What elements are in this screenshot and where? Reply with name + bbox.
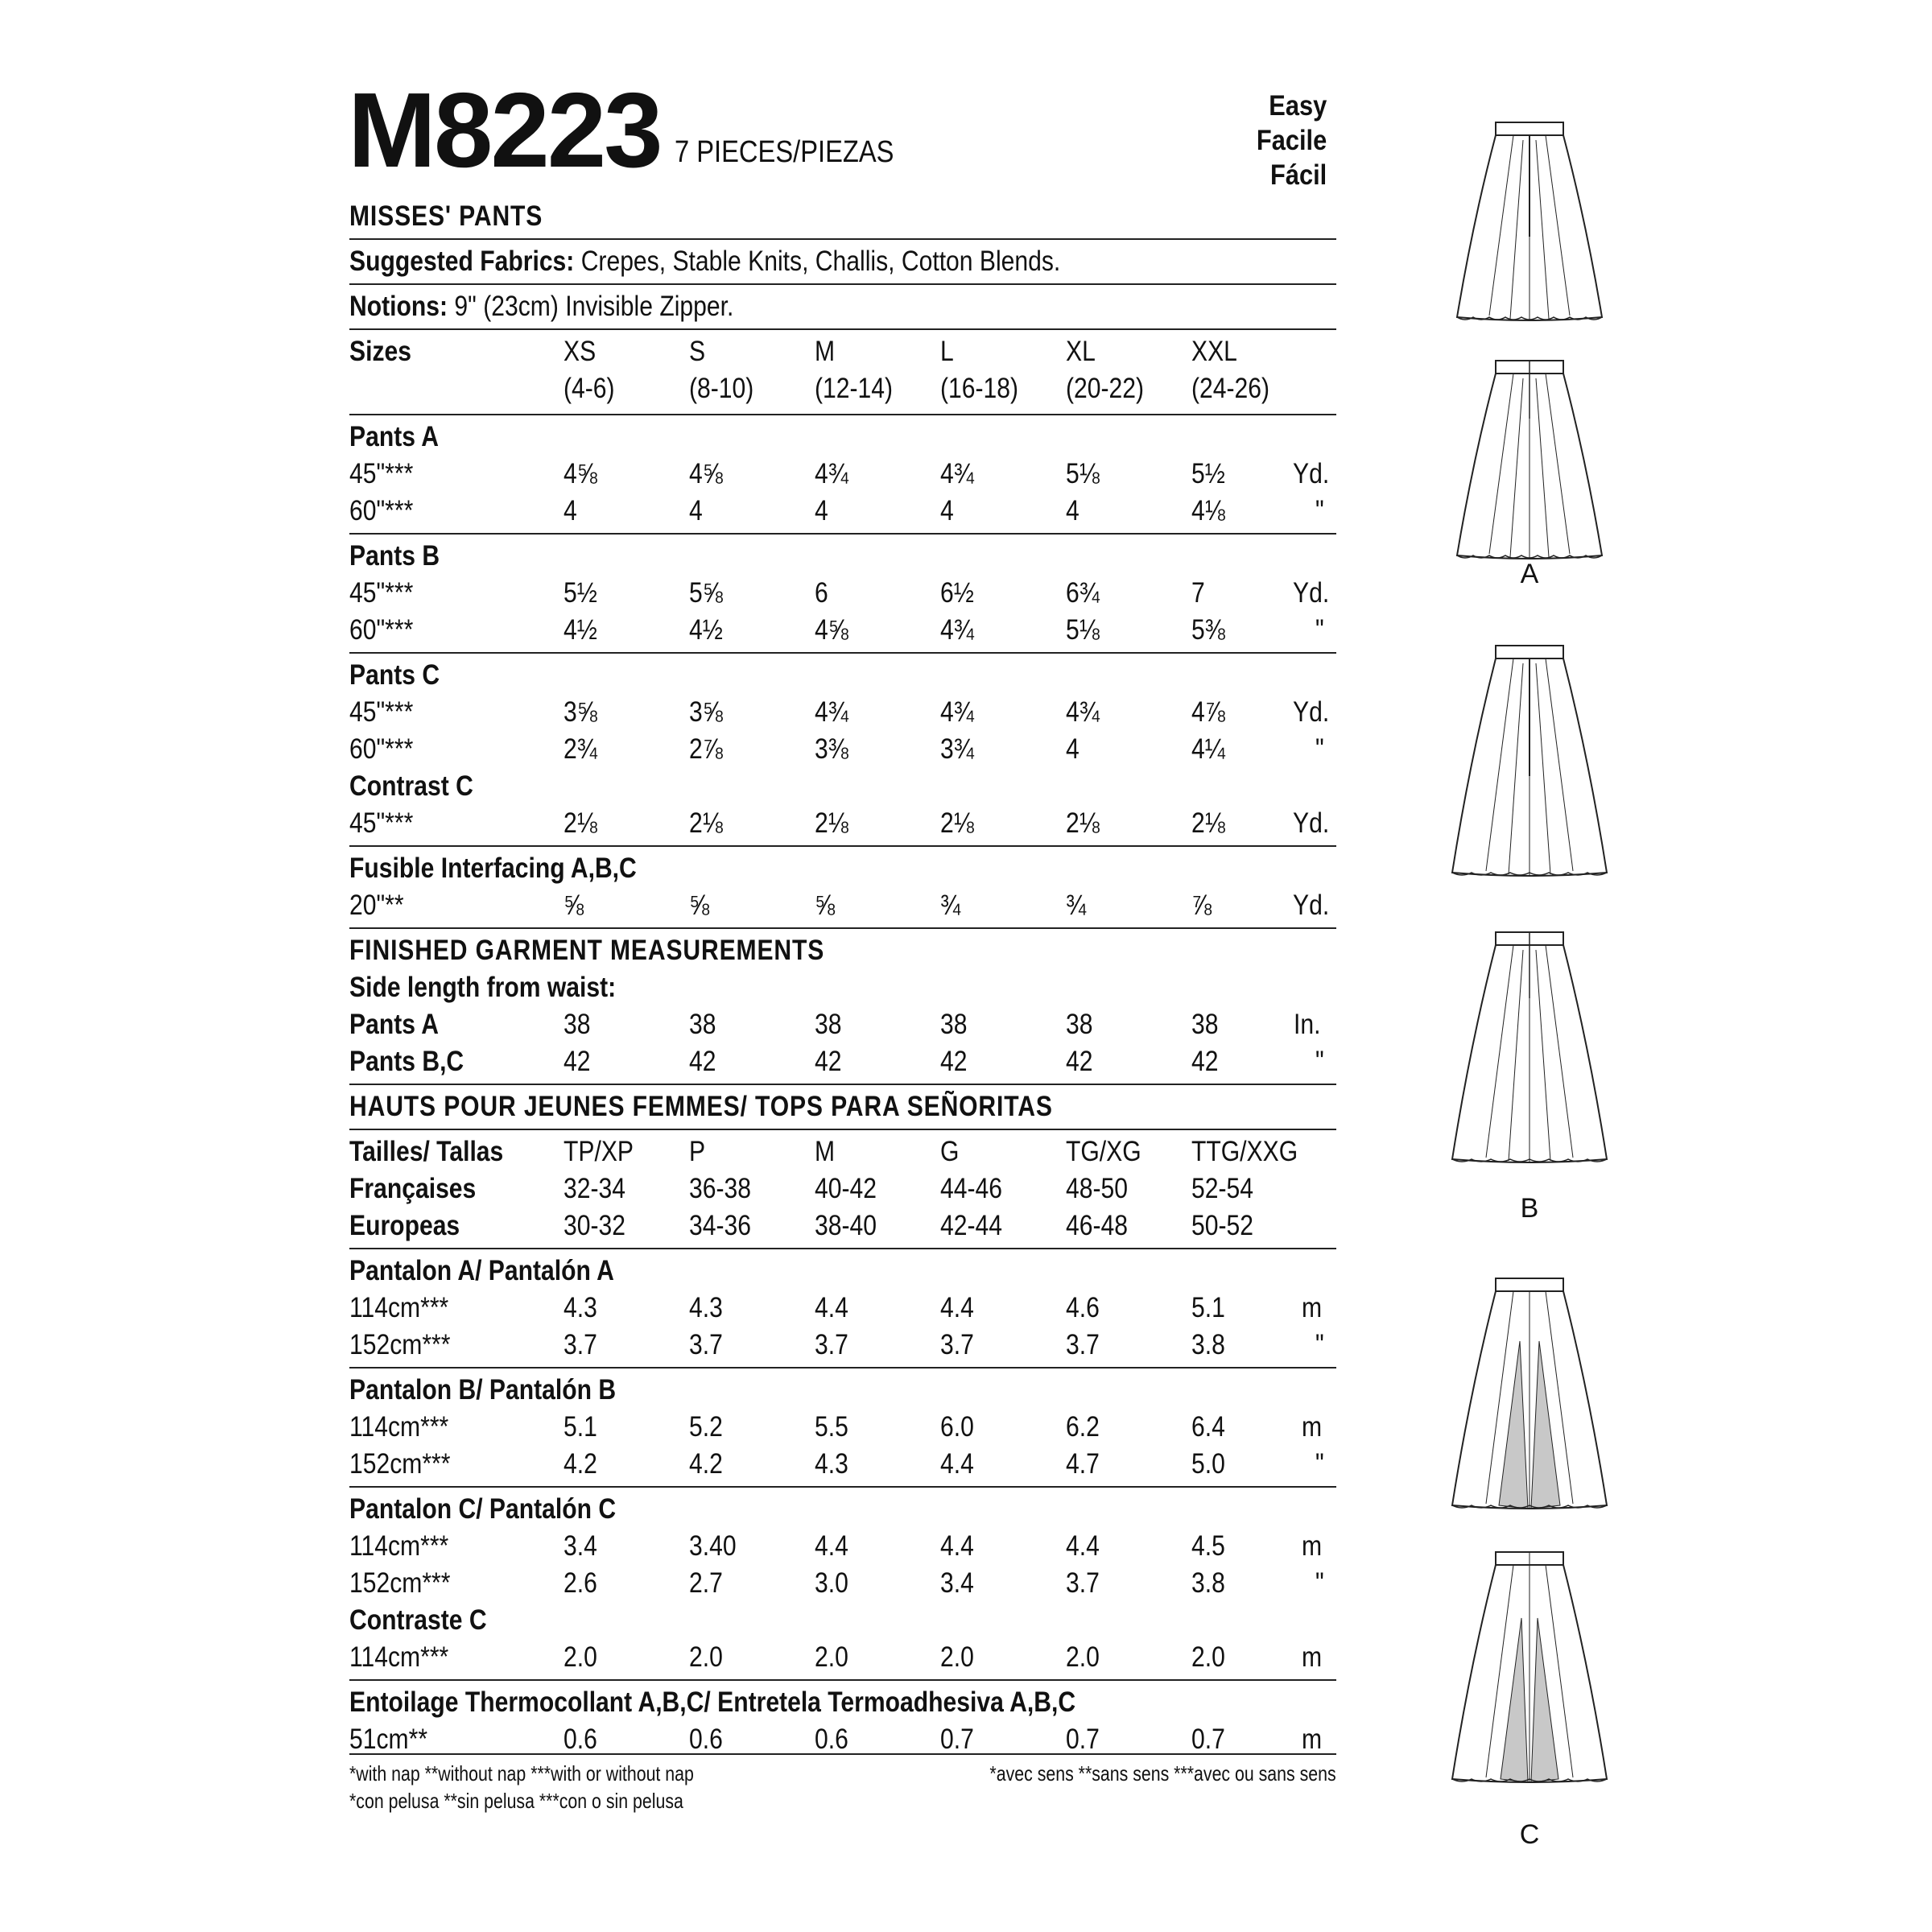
table-row: 45"*** 4⅝ 4⅝ 4¾ 4¾ 5⅛ 5½ Yd.: [349, 458, 1330, 489]
sizes-header: Sizes XS (4-6) S (8-10) M (12-14) L (16-18) XL (20-22) XXL (24-26): [349, 333, 1336, 411]
side-length-heading: Side length from waist:: [349, 972, 617, 1003]
table-row: 20"** ⅝ ⅝ ⅝ ¾ ¾ ⅞ Yd.: [349, 890, 1330, 921]
table-row: 114cm*** 2.0 2.0 2.0 2.0 2.0 2.0 m: [349, 1641, 1322, 1673]
table-row: 45"*** 2⅛ 2⅛ 2⅛ 2⅛ 2⅛ 2⅛ Yd.: [349, 807, 1330, 839]
table-row: Pants A 38 38 38 38 38 38 In.: [349, 1009, 1321, 1040]
table-row: 60"*** 2¾ 2⅞ 3⅜ 3¾ 4 4¼ ": [349, 733, 1324, 765]
contraste-c-heading: Contraste C: [349, 1604, 487, 1636]
view-b-back-illustration: [1433, 918, 1626, 1175]
table-row: 152cm*** 2.6 2.7 3.0 3.4 3.7 3.8 ": [349, 1567, 1324, 1599]
table-row: 114cm*** 3.4 3.40 4.4 4.4 4.4 4.5 m: [349, 1530, 1322, 1562]
pantalon-b-heading: Pantalon B/ Pantalón B: [349, 1374, 617, 1406]
table-row: 114cm*** 4.3 4.3 4.4 4.4 4.6 5.1 m: [349, 1292, 1322, 1323]
pattern-number: M8223: [348, 71, 661, 189]
view-c-front-illustration: [1433, 1264, 1626, 1521]
view-label-c: C: [1519, 1819, 1540, 1850]
suggested-fabrics: Suggested Fabrics: Crepes, Stable Knits, Challis, Cotton Blends.: [349, 246, 1061, 277]
garment-title: MISSES' PANTS: [349, 200, 543, 232]
table-row: Europeas 30-32 34-36 38-40 42-44 46-48 50-52: [349, 1210, 1253, 1241]
table-row: 45"*** 3⅝ 3⅝ 4¾ 4¾ 4¾ 4⅞ Yd.: [349, 696, 1330, 728]
table-row: Pants B,C 42 42 42 42 42 42 ": [349, 1046, 1324, 1077]
pantalon-a-heading: Pantalon A/ Pantalón A: [349, 1255, 614, 1286]
piece-count: 7 PIECES/PIEZAS: [675, 135, 894, 169]
yardage-chart: [349, 198, 1336, 1758]
table-row: Françaises 32-34 36-38 40-42 44-46 48-50 52-54: [349, 1173, 1253, 1204]
sizes-label: Sizes: [349, 336, 411, 367]
footnote-en: *with nap **without nap ***with or without nap: [349, 1761, 694, 1785]
interfacing-heading: Fusible Interfacing A,B,C: [349, 852, 637, 884]
view-a-back-illustration: [1433, 346, 1626, 572]
difficulty-fr: Facile: [1256, 125, 1327, 156]
view-label-b: B: [1520, 1193, 1539, 1224]
pantalon-c-heading: Pantalon C/ Pantalón C: [349, 1493, 617, 1525]
pants-c-heading: Pants C: [349, 659, 440, 691]
footnote-fr: *avec sens **sans sens ***avec ou sans sens: [989, 1761, 1336, 1785]
contrast-c-heading: Contrast C: [349, 770, 473, 802]
table-row: Tailles/ Tallas TP/XP P M G TG/XG TTG/XXG: [349, 1136, 1298, 1167]
footnote-es: *con pelusa **sin pelusa ***con o sin pelusa: [349, 1789, 683, 1813]
table-row: 114cm*** 5.1 5.2 5.5 6.0 6.2 6.4 m: [349, 1411, 1322, 1443]
table-row: 60"*** 4 4 4 4 4 4⅛ ": [349, 495, 1324, 526]
difficulty-rating: [1257, 89, 1327, 192]
metric-heading: HAUTS POUR JEUNES FEMMES/ TOPS PARA SEÑORITAS: [349, 1091, 1053, 1122]
difficulty-es: Fácil: [1269, 159, 1327, 191]
difficulty-en: Easy: [1269, 90, 1327, 122]
table-row: 51cm** 0.6 0.6 0.6 0.7 0.7 0.7 m: [349, 1724, 1322, 1755]
finished-measurements-heading: FINISHED GARMENT MEASUREMENTS: [349, 935, 825, 966]
view-label-a: A: [1520, 559, 1539, 589]
table-row: 152cm*** 4.2 4.2 4.3 4.4 4.7 5.0 ": [349, 1448, 1324, 1480]
view-a-front-illustration: [1433, 108, 1626, 333]
view-b-front-illustration: [1433, 631, 1626, 889]
pants-b-heading: Pants B: [349, 540, 440, 572]
entoilage-heading: Entoilage Thermocollant A,B,C/ Entretela Termoadhesiva A,B,C: [349, 1686, 1076, 1718]
table-row: 60"*** 4½ 4½ 4⅝ 4¾ 5⅛ 5⅜ ": [349, 614, 1324, 646]
table-row: 152cm*** 3.7 3.7 3.7 3.7 3.7 3.8 ": [349, 1329, 1324, 1360]
table-row: 45"*** 5½ 5⅝ 6 6½ 6¾ 7 Yd.: [349, 577, 1330, 609]
view-c-back-illustration: [1433, 1538, 1626, 1795]
pants-a-heading: Pants A: [349, 421, 439, 452]
notions: Notions: 9" (23cm) Invisible Zipper.: [349, 291, 734, 322]
